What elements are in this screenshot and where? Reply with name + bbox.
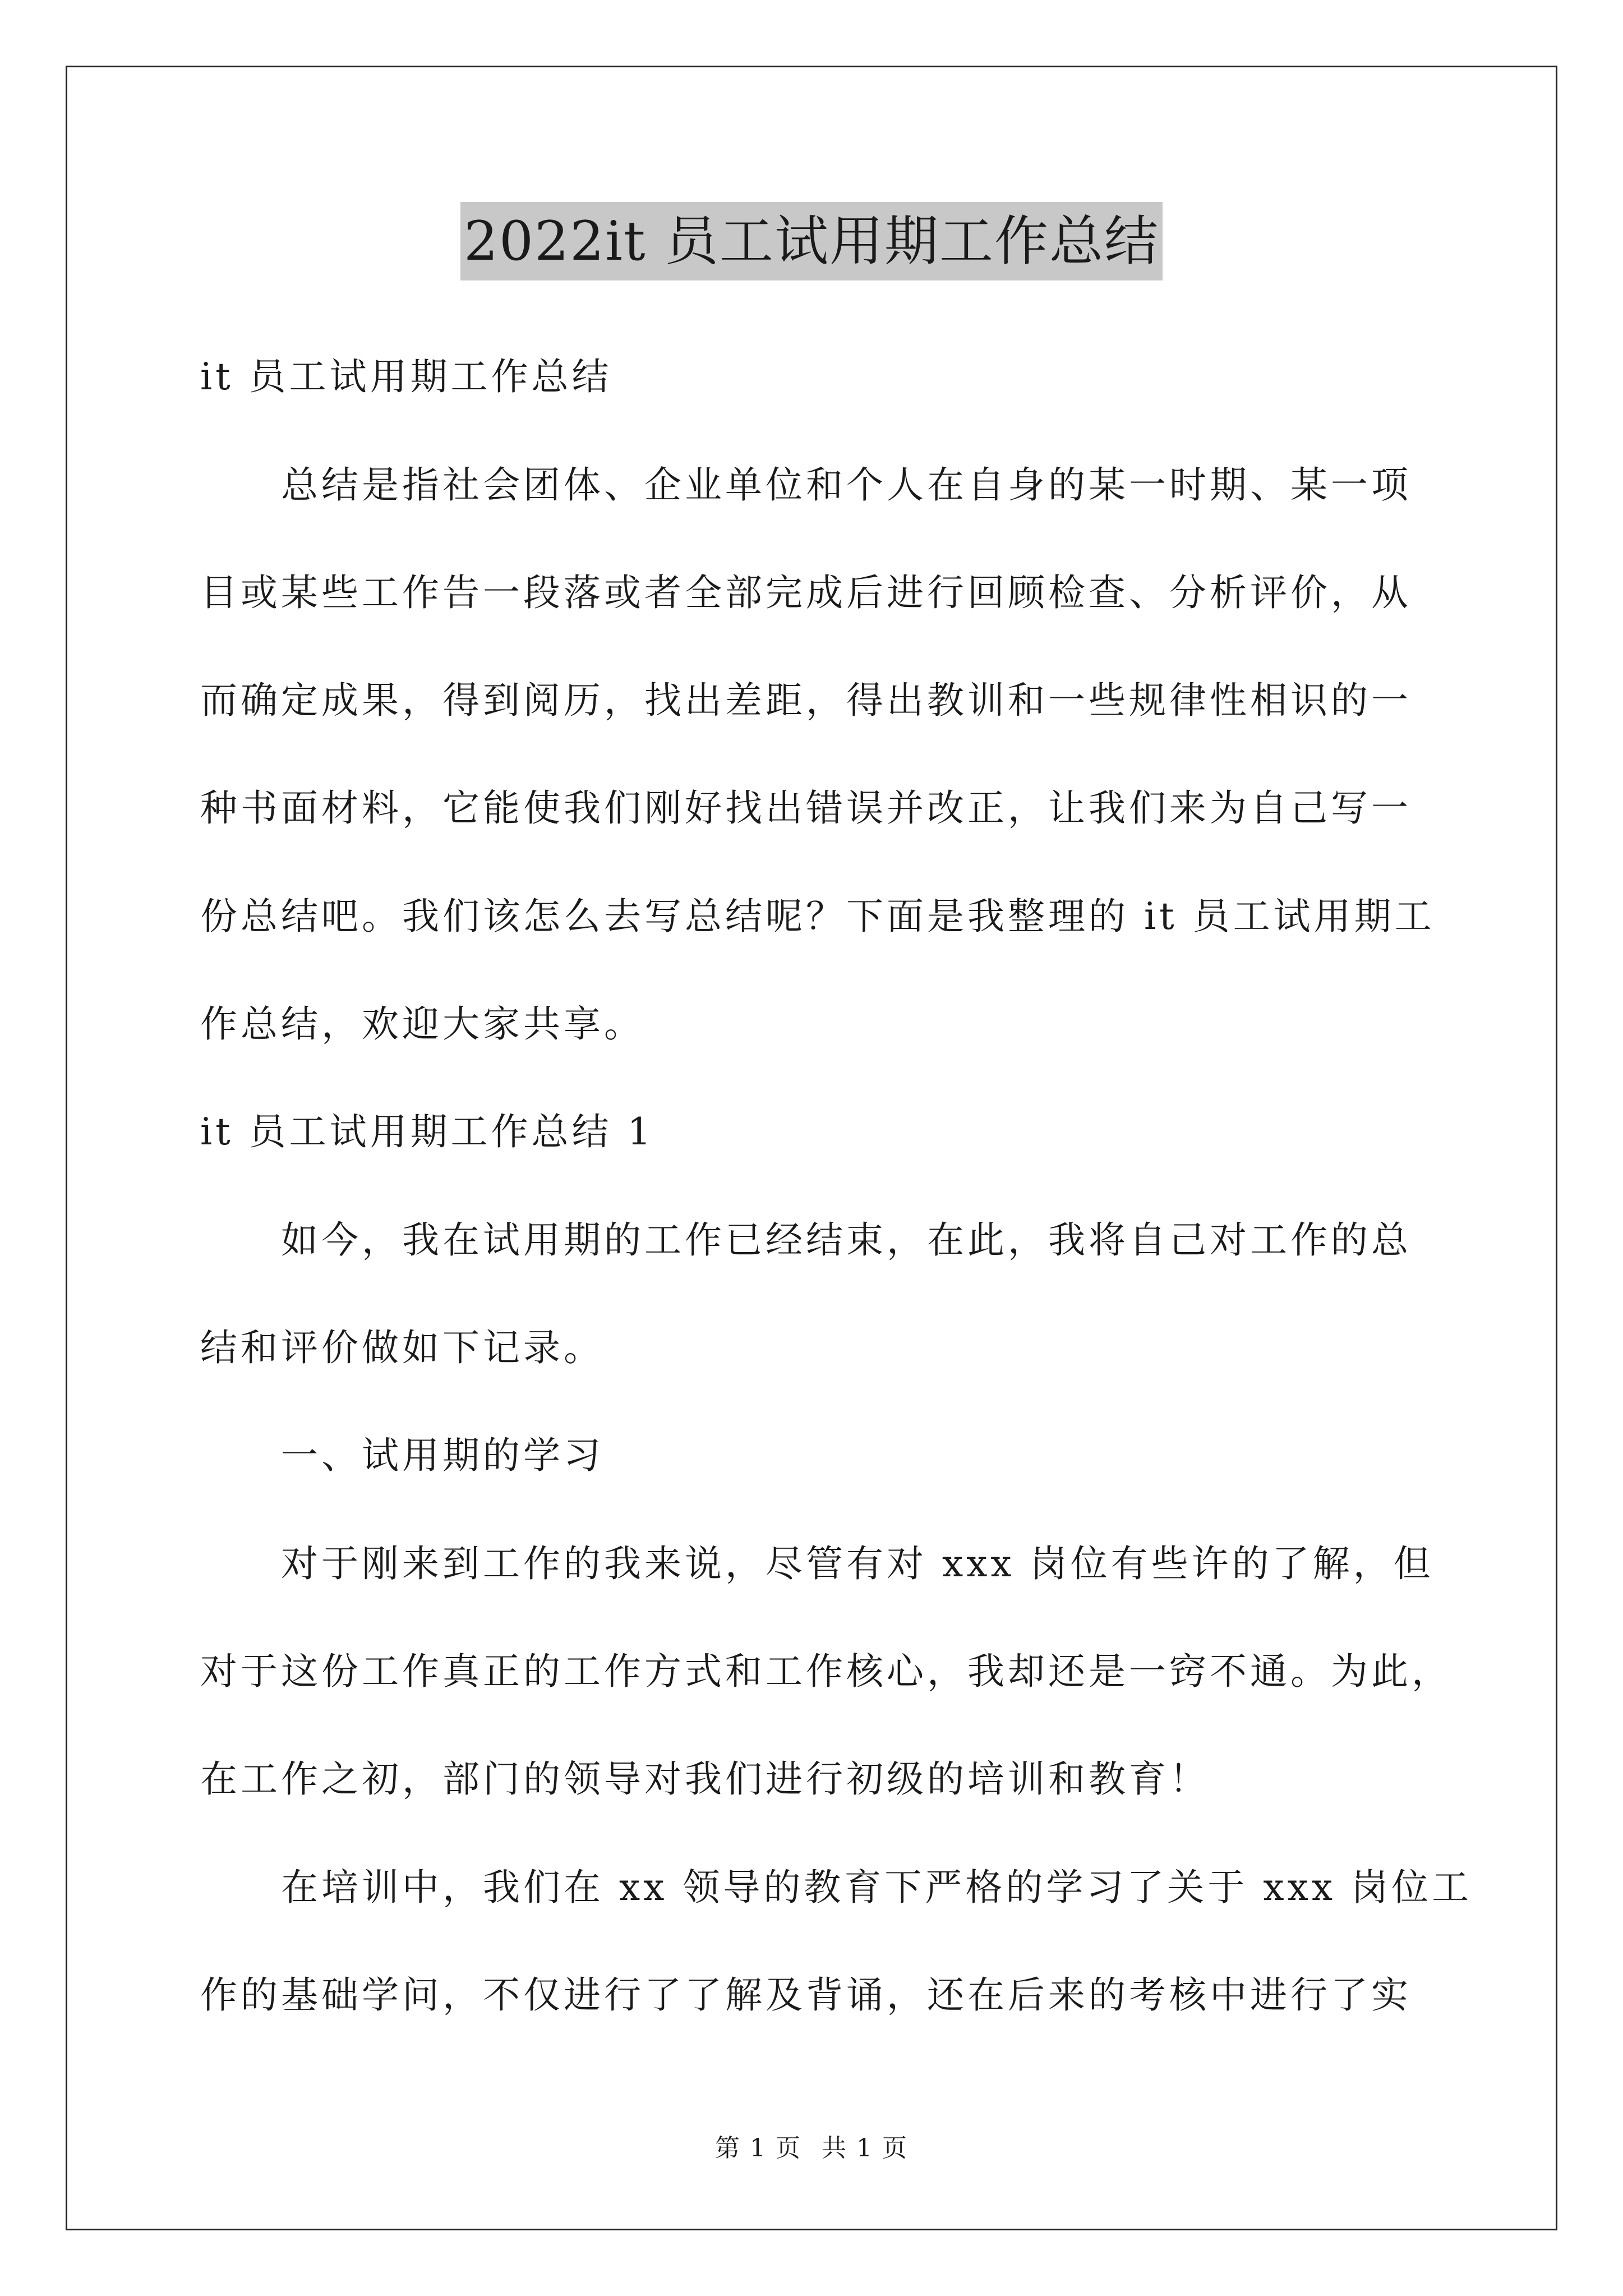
page-count: 共 1 页: [822, 2134, 908, 2162]
document-title: 2022it 员工试用期工作总结: [460, 202, 1163, 280]
page-footer: [0, 2132, 1623, 2165]
section-heading: it 员工试用期工作总结 1: [200, 1110, 654, 1153]
paragraph-line: 对于刚来到工作的我来说，尽管有对 xxx 岗位有些许的了解，但: [281, 1542, 1434, 1585]
paragraph-line: 份总结吧。我们该怎么去写总结呢？下面是我整理的 it 员工试用期工: [200, 895, 1435, 938]
paragraph-line: 在培训中，我们在 xx 领导的教育下严格的学习了关于 xxx 岗位工: [281, 1866, 1473, 1909]
paragraph-line: 对于这份工作真正的工作方式和工作核心，我却还是一窍不通。为此，: [200, 1650, 1452, 1693]
paragraph-line: 目或某些工作告一段落或者全部完成后进行回顾检查、分析评价，从: [200, 571, 1412, 614]
page-number: 第 1 页: [715, 2134, 801, 2162]
paragraph-line: 结和评价做如下记录。: [200, 1326, 604, 1369]
paragraph-line: 作的基础学问，不仅进行了了解及背诵，还在后来的考核中进行了实: [200, 1973, 1412, 2017]
subsection-heading: 一、试用期的学习: [281, 1434, 604, 1477]
title-wrap: [0, 202, 1623, 280]
section-heading: it 员工试用期工作总结: [200, 355, 612, 398]
paragraph-line: 而确定成果，得到阅历，找出差距，得出教训和一些规律性相识的一: [200, 679, 1412, 722]
paragraph-line: 种书面材料，它能使我们刚好找出错误并改正，让我们来为自己写一: [200, 786, 1412, 830]
paragraph-line: 总结是指社会团体、企业单位和个人在自身的某一时期、某一项: [281, 463, 1412, 507]
paragraph-line: 作总结，欢迎大家共享。: [200, 1002, 644, 1046]
paragraph-line: 如今，我在试用期的工作已经结束，在此，我将自己对工作的总: [281, 1218, 1412, 1262]
paragraph-line: 在工作之初，部门的领导对我们进行初级的培训和教育！: [200, 1757, 1210, 1801]
